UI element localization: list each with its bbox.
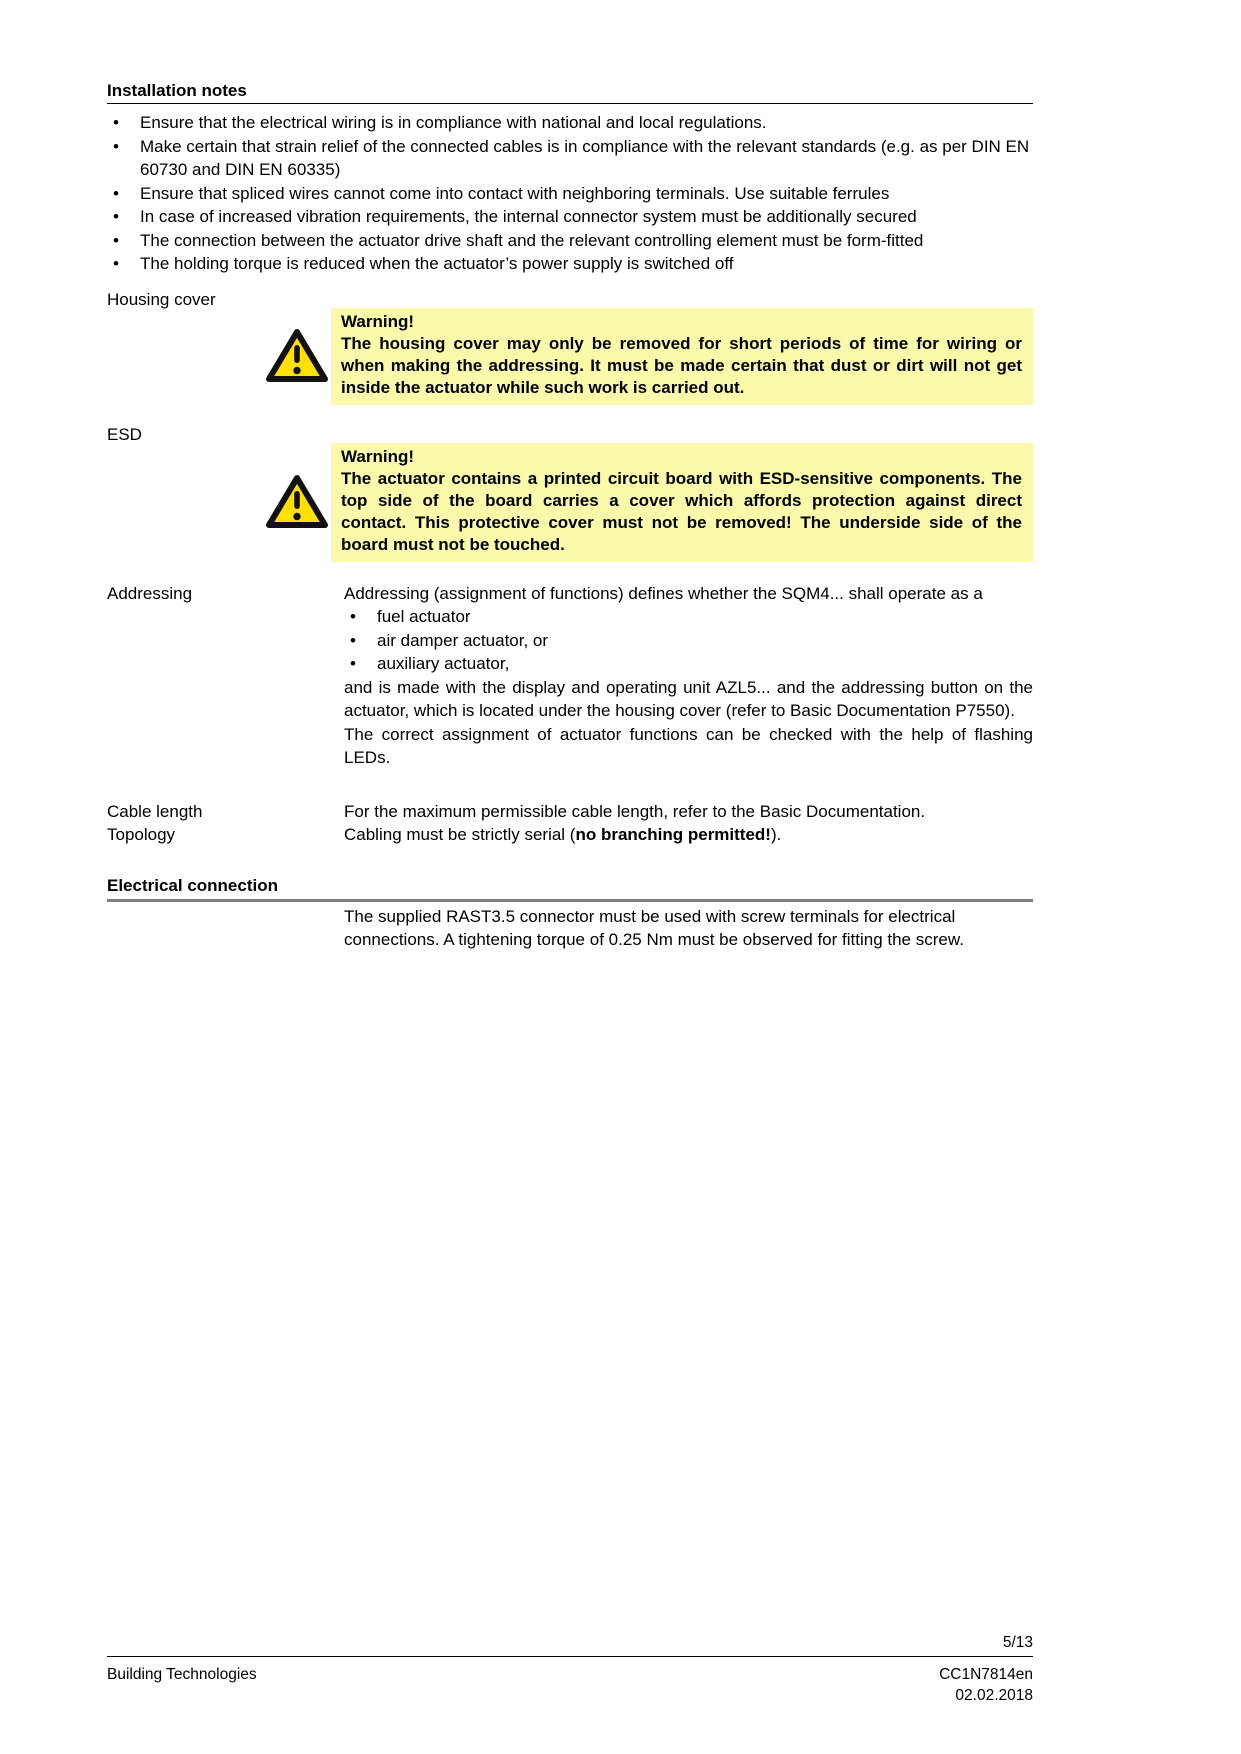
warning-box: [331, 443, 1033, 562]
cable-topology-content: [344, 800, 1033, 847]
page-number: 5/13: [1002, 1634, 1033, 1651]
bullet-icon: •: [113, 183, 119, 203]
addressing-continuation: and is made with the display and operating unit AZL5... and the addressing button on the actuator, which is located under the housing cover (refer to Basic Documentation P7550).: [344, 677, 1033, 720]
warning-box: [331, 308, 1033, 405]
margin-label-topology: Topology: [107, 825, 176, 844]
warning-triangle-icon: [265, 328, 329, 384]
footer-row: [107, 1664, 1033, 1685]
bullet-icon: •: [350, 607, 356, 626]
topology-text: [344, 823, 1033, 847]
electrical-connection-text: The supplied RAST3.5 connector must be used with screw terminals for electrical connections. A tightening torque of 0.25 Nm must be observed for fitting the screw.: [344, 906, 964, 949]
footer-rule: [107, 1656, 1033, 1657]
topology-text-bold: no branching permitted!: [575, 825, 771, 844]
bullet-icon: •: [113, 136, 119, 156]
page-footer: [107, 1632, 1033, 1706]
list-item: [344, 605, 1033, 629]
list-item: [107, 182, 1033, 206]
addressing-content: [344, 582, 1033, 770]
heading-rule: [107, 899, 1033, 902]
list-item-text: auxiliary actuator,: [377, 654, 510, 673]
footer-doc-id: CC1N7814en: [939, 1666, 1033, 1683]
list-item: [107, 135, 1033, 182]
bullet-icon: •: [350, 630, 356, 650]
warning-body: The actuator contains a printed circuit board with ESD-sensitive components. The top side of the board carries a cover which affords protection against direct contact. This protective cover must not be removed! The underside side of the board must not be touched.: [341, 468, 1022, 554]
bullet-icon: •: [113, 254, 119, 273]
cable-length-text: For the maximum permissible cable length, refer to the Basic Documentation.: [344, 801, 926, 821]
footer-date: 02.02.2018: [955, 1687, 1033, 1704]
addressing-note: The correct assignment of actuator functions can be checked with the help of flashing LEDs.: [344, 724, 1033, 767]
section-heading-installation-notes: Installation notes: [107, 81, 247, 100]
section-cable-topology: [107, 800, 1033, 847]
section-esd: [107, 423, 1033, 562]
warning-block: [331, 443, 1033, 562]
bullet-icon: •: [350, 654, 356, 673]
warning-title: Warning!: [341, 311, 415, 331]
section-addressing: [107, 582, 1033, 770]
list-item-text: The connection between the actuator drive shaft and the relevant controlling element must be form-fitted: [140, 230, 924, 250]
list-item: [107, 252, 1033, 276]
list-item: [107, 205, 1033, 229]
list-item-text: The holding torque is reduced when the actuator’s power supply is switched off: [140, 254, 734, 273]
list-item: [107, 229, 1033, 253]
list-item-text: air damper actuator, or: [377, 630, 549, 650]
margin-label-cable-length: Cable length: [107, 801, 203, 821]
housing-cover-content: [341, 288, 1033, 405]
bullet-icon: •: [113, 207, 119, 226]
addressing-intro: Addressing (assignment of functions) defines whether the SQM4... shall operate as a: [344, 583, 983, 603]
page-content: [107, 0, 1033, 952]
heading-rule: [107, 103, 1033, 104]
topology-text-suffix: ).: [770, 825, 782, 844]
esd-content: [341, 423, 1033, 562]
list-item-text: Make certain that strain relief of the connected cables is in compliance with the relevant standards (e.g. as per DIN EN 60730 and DIN EN 60335): [140, 136, 1030, 179]
warning-block: [331, 308, 1033, 405]
list-item: [344, 652, 1033, 676]
margin-labels: [107, 800, 344, 847]
margin-label-housing-cover: Housing cover: [107, 289, 216, 309]
list-item-text: fuel actuator: [377, 607, 471, 626]
installation-notes-list: [107, 111, 1033, 276]
warning-triangle-icon: [265, 474, 329, 530]
margin-spacer: [107, 905, 344, 952]
list-item: [344, 629, 1033, 653]
footer-company: Building Technologies: [107, 1666, 257, 1683]
section-heading-electrical-connection: Electrical connection: [107, 875, 278, 895]
section-electrical-connection-body: [107, 905, 1033, 952]
bullet-icon: •: [113, 113, 119, 132]
margin-label-esd: ESD: [107, 424, 142, 444]
list-item: [107, 111, 1033, 135]
list-item-text: In case of increased vibration requirements, the internal connector system must be additionally secured: [140, 207, 917, 226]
list-item-text: Ensure that the electrical wiring is in compliance with national and local regulations.: [140, 113, 767, 132]
bullet-icon: •: [113, 230, 119, 250]
list-item-text: Ensure that spliced wires cannot come into contact with neighboring terminals. Use suitable ferrules: [140, 183, 890, 203]
margin-label-addressing: Addressing: [107, 583, 193, 603]
warning-body: The housing cover may only be removed for short periods of time for wiring or when making the addressing. It must be made certain that dust or dirt will not get inside the actuator while such work is carried out.: [341, 333, 1022, 397]
topology-text-prefix: Cabling must be strictly serial (: [344, 825, 576, 844]
section-housing-cover: [107, 288, 1033, 405]
warning-title: Warning!: [341, 446, 415, 466]
